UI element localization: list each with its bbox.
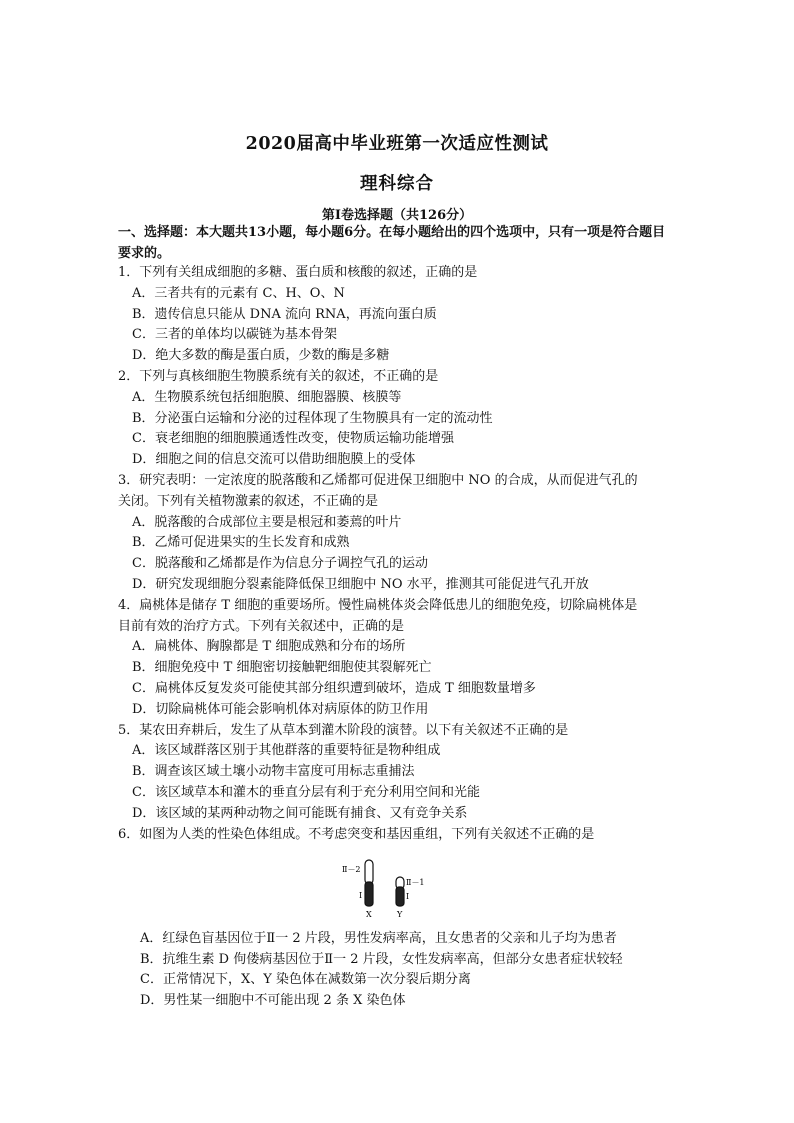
answer-option: B．乙烯可促进果实的生长发育和成熟 — [132, 535, 350, 551]
question-stem: 2．下列与真核细胞生物膜系统有关的叙述，不正确的是 — [118, 368, 439, 384]
question-stem: 4．扁桃体是储存 T 细胞的重要场所。慢性扁桃体炎会降低患儿的细胞免疫，切除扁桃体是 — [118, 597, 638, 613]
answer-option: C．扁桃体反复发炎可能使其部分组织遭到破坏，造成 T 细胞数量增多 — [132, 680, 536, 696]
question-stem: 关闭。下列有关植物激素的叙述，不正确的是 — [118, 493, 379, 509]
answer-option: D．该区域的某两种动物之间可能既有捕食、又有竞争关系 — [132, 805, 468, 821]
answer-option: A．红绿色盲基因位于Ⅱ一 2 片段，男性发病率高，且女患者的父亲和儿子均为患者 — [140, 931, 617, 946]
y-segment-label: Ⅱ－1 — [406, 878, 425, 887]
answer-option: B．分泌蛋白运输和分泌的过程体现了生物膜具有一定的流动性 — [132, 410, 493, 426]
answer-option: A．脱落酸的合成部位主要是根冠和萎蔫的叶片 — [132, 514, 402, 530]
exam-title: 2020届高中毕业班第一次适应性测试 — [245, 134, 549, 154]
x-chromosome-lower — [365, 882, 373, 906]
answer-option: B．遗传信息只能从 DNA 流向 RNA，再流向蛋白质 — [132, 306, 437, 322]
question-stem: 6．如图为人类的性染色体组成。不考虑突变和基因重组，下列有关叙述不正确的是 — [118, 826, 595, 842]
answer-option: A．三者共有的元素有 C、H、O、N — [132, 285, 345, 301]
answer-option: C．该区域草本和灌木的垂直分层有利于充分利用空间和光能 — [132, 784, 480, 800]
answer-option: C．三者的单体均以碳链为基本骨架 — [132, 327, 337, 343]
answer-option: D．男性某一细胞中不可能出现 2 条 X 染色体 — [140, 992, 406, 1008]
answer-option: C．正常情况下，X、Y 染色体在减数第一次分裂后期分离 — [140, 972, 471, 987]
y-chromosome-lower — [396, 887, 404, 906]
question-stem: 目前有效的治疗方式。下列有关叙述中，正确的是 — [118, 618, 405, 634]
x-segment-label: Ⅱ－2 — [342, 865, 361, 874]
y-i-label: Ⅰ — [406, 892, 410, 901]
question-stem: 5．某农田弃耕后，发生了从草本到灌木阶段的演替。以下有关叙述不正确的是 — [118, 722, 569, 738]
answer-option: D．绝大多数的酶是蛋白质，少数的酶是多糖 — [132, 348, 390, 364]
question-stem: 1．下列有关组成细胞的多糖、蛋白质和核酸的叙述，正确的是 — [118, 265, 478, 280]
section-instructions: 一、选择题：本大题共13小题，每小题6分。在每小题给出的四个选项中，只有一项是符合题目要求的。 — [118, 225, 666, 261]
x-chromosome-upper — [365, 860, 373, 884]
answer-option: C．脱落酸和乙烯都是作为信息分子调控气孔的运动 — [132, 556, 428, 572]
answer-option: A．生物膜系统包括细胞膜、细胞器膜、核膜等 — [132, 389, 402, 405]
answer-option: D．细胞之间的信息交流可以借助细胞膜上的受体 — [132, 452, 416, 468]
question-6-options — [140, 929, 623, 1011]
answer-option: A．该区域群落区别于其他群落的重要特征是物种组成 — [132, 743, 441, 759]
answer-option: B．调查该区域土壤小动物丰富度可用标志重捕法 — [132, 764, 415, 780]
question-stem: 3．研究表明：一定浓度的脱落酸和乙烯都可促进保卫细胞中 NO 的合成，从而促进气孔的 — [118, 472, 638, 488]
answer-option: A．扁桃体、胸腺都是 T 细胞成熟和分布的场所 — [132, 639, 406, 655]
answer-option: C．衰老细胞的细胞膜通透性改变，使物质运输功能增强 — [132, 431, 454, 447]
exam-subject: 理科综合 — [360, 174, 434, 194]
x-label: X — [366, 910, 372, 919]
answer-option: D．研究发现细胞分裂素能降低保卫细胞中 NO 水平，推测其可能促进气孔开放 — [132, 576, 589, 592]
answer-option: B．细胞免疫中 T 细胞密切接触靶细胞使其裂解死亡 — [132, 660, 432, 676]
y-label: Y — [397, 910, 403, 919]
answer-option: B．抗维生素 D 佝偻病基因位于Ⅱ一 2 片段，女性发病率高，但部分女患者症状较轻 — [140, 951, 623, 967]
section-heading: 第Ⅰ卷选择题（共126分） — [321, 208, 473, 223]
x-i-label: Ⅰ — [359, 891, 363, 900]
answer-option: D．切除扁桃体可能会影响机体对病原体的防卫作用 — [132, 701, 429, 717]
question-list — [118, 263, 678, 845]
sex-chromosome-figure — [337, 858, 437, 920]
